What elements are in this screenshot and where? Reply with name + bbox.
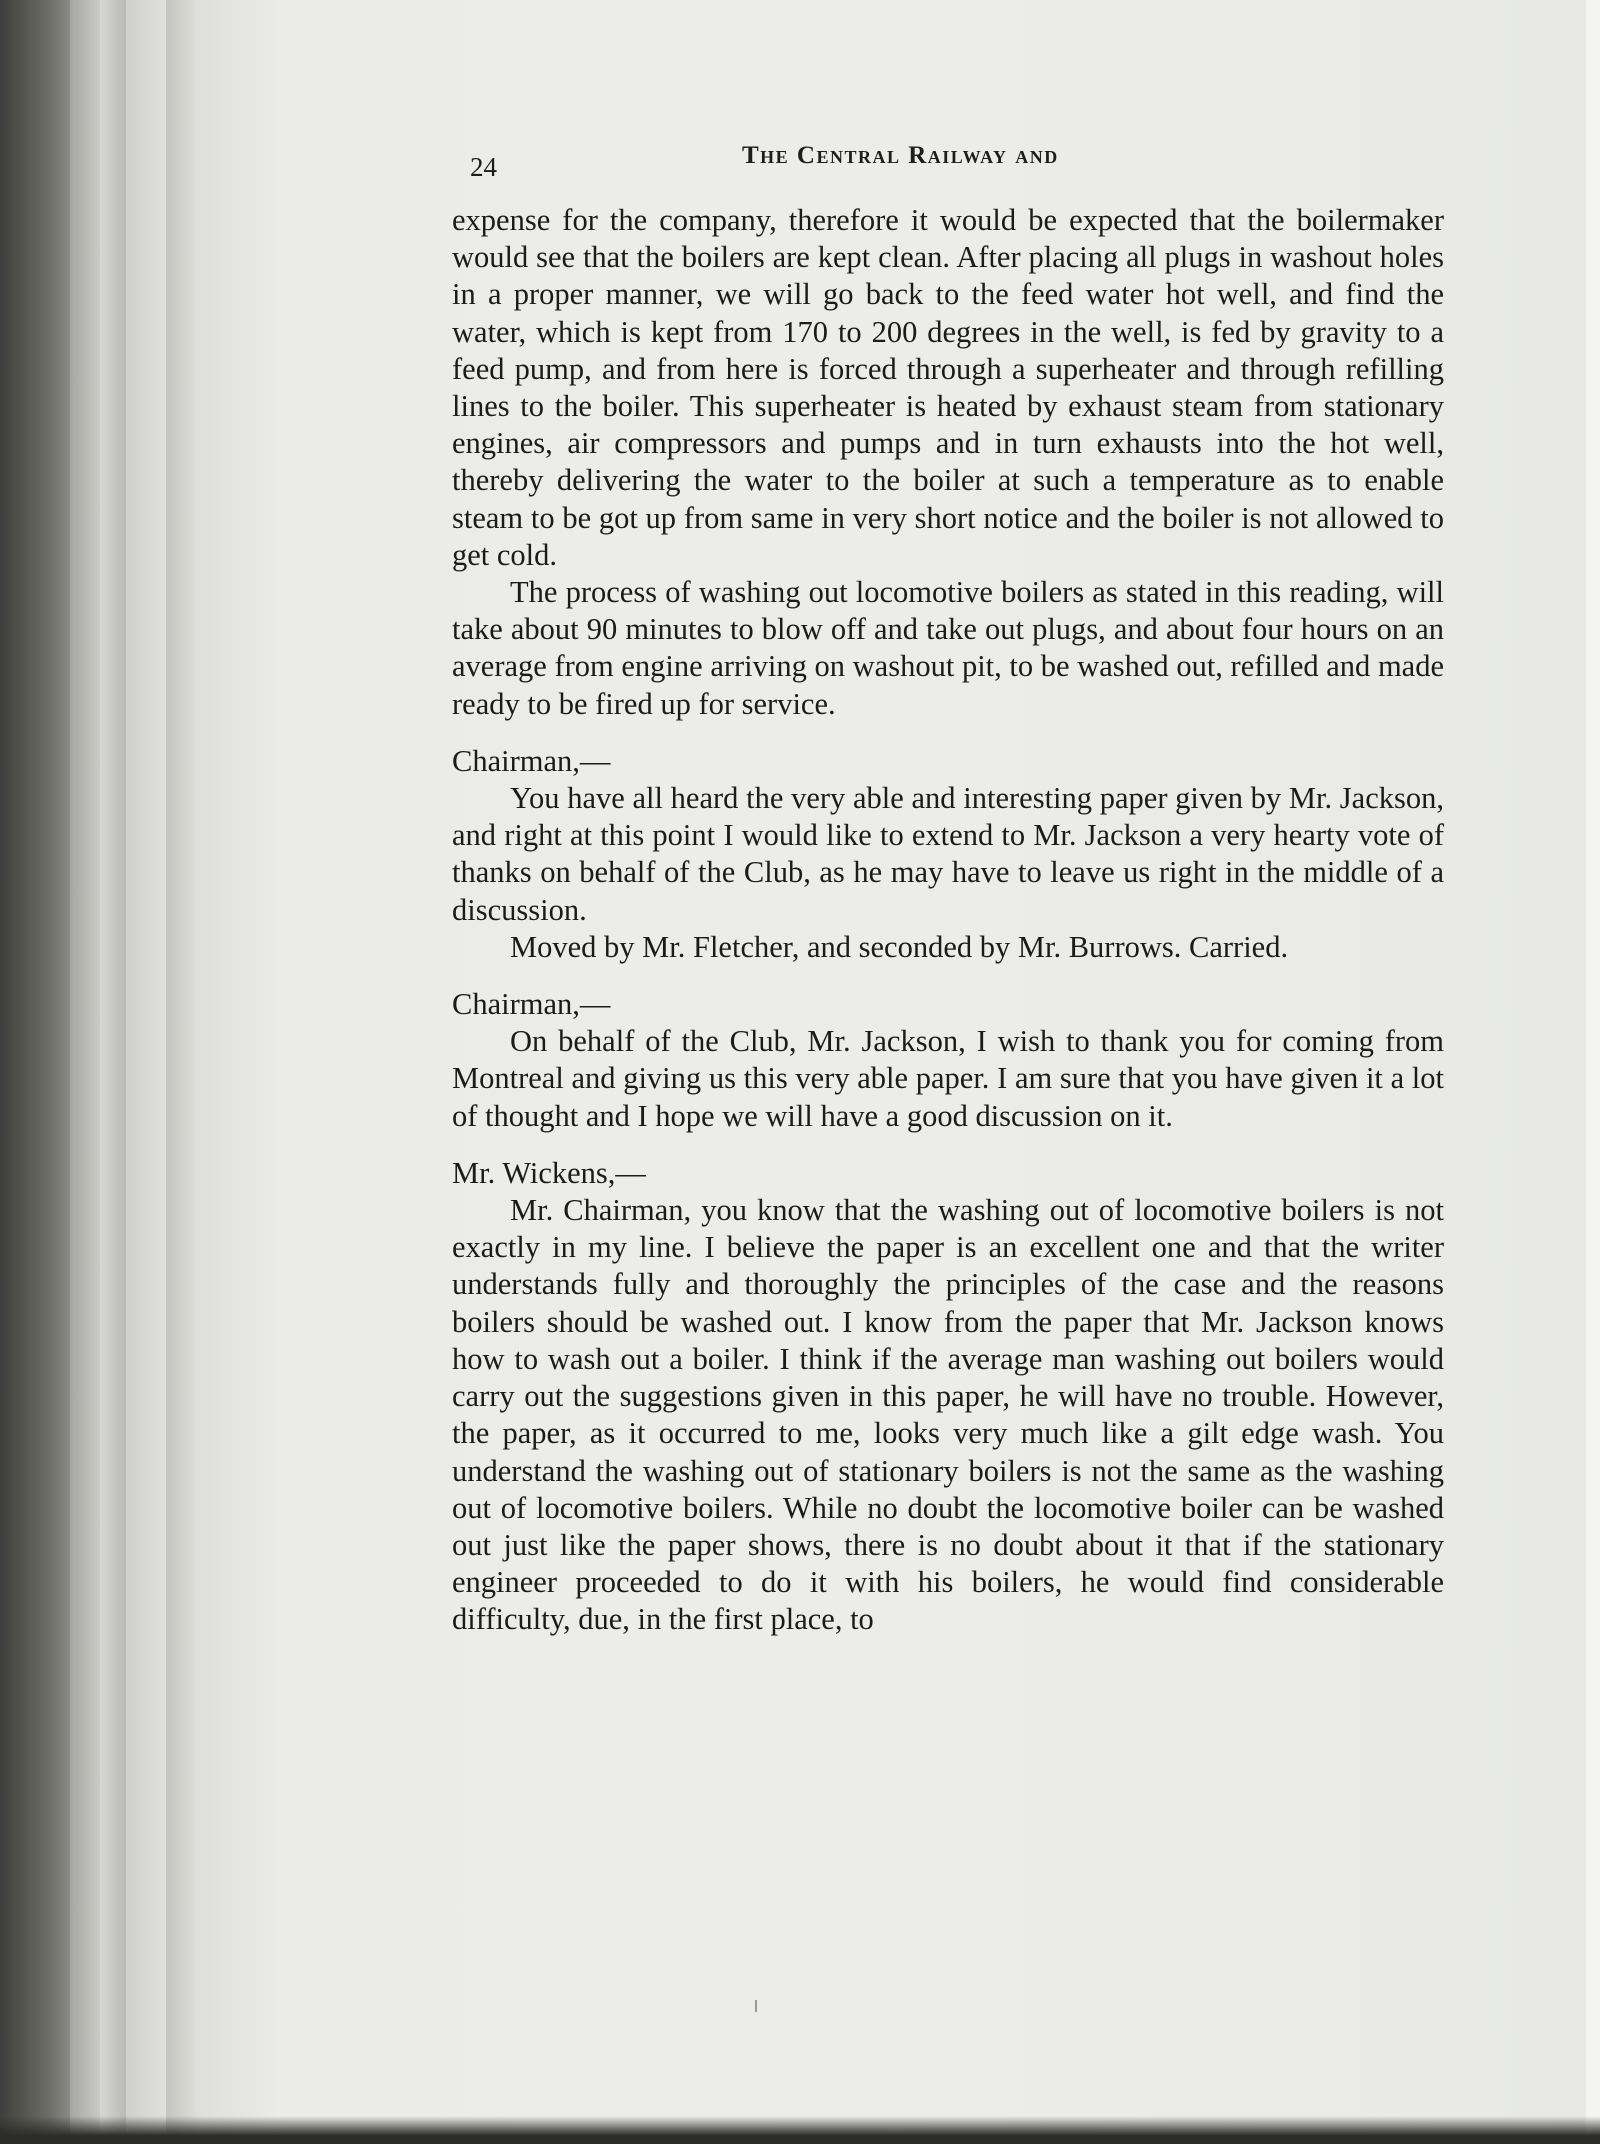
paragraph: expense for the company, therefore it would be expected that the boilermaker would see that the boilers are kept clean. After placing all plugs in washout holes in a proper manner, we will go back to the feed water hot well, and find the water, which is kept from 170 to 200 degrees in the well, is fed by gravity to a feed pump, and from here is forced through a superheater and through refilling lines to the boiler. This superheater is heated by exhaust steam from stationary engines, air compressors and pumps and in turn exhausts into the hot well, thereby delivering the water to the boiler at such a temperature as to enable steam to be got up from same in very short notice and the boiler is not allowed to get cold. — [452, 203, 1444, 572]
page-number: 24 — [470, 152, 497, 182]
speaker-label: Chairman,— — [452, 743, 611, 778]
page-stack-edge — [166, 0, 196, 2144]
running-title: The Central Railway and — [742, 142, 1059, 169]
scan-margin — [1586, 0, 1600, 2144]
print-speck — [755, 2000, 757, 2012]
page-stack-edge — [70, 0, 100, 2144]
paragraph: Mr. Chairman, you know that the washing out of locomotive boilers is not exactly in my line. I believe the paper is an excellent one and that the writer understands fully and thoroughly the principles of the case and the reasons boilers should be washed out. I know from the paper that Mr. Jackson knows how to wash out a boiler. I think if the average man washing out boilers would carry out the suggestions given in this paper, he will have no trouble. However, the paper, as it occurred to me, looks very much like a gilt edge wash. You understand the washing out of stationary boilers is not the same as the washing out of locomotive boilers. While no doubt the locomotive boiler can be washed out just like the paper shows, there is no doubt about it that if the stationary engineer proceeded to do it with his boilers, he would find considerable difficulty, due, in the first place, to — [452, 1193, 1444, 1637]
page-body — [452, 202, 1444, 1639]
page-stack-edge — [126, 0, 166, 2144]
paragraph: The process of washing out locomotive boilers as stated in this reading, will take about 90 minutes to blow off and take out plugs, and about four hours on an average from engine arriving on washout pit, to be washed out, refilled and made ready to be fired up for service. — [452, 575, 1444, 721]
speaker-label: Mr. Wickens,— — [452, 1155, 646, 1190]
speaker-label: Chairman,— — [452, 987, 611, 1022]
page-stack-edge — [100, 0, 126, 2144]
paragraph: On behalf of the Club, Mr. Jackson, I wish to thank you for coming from Montreal and giving us this very able paper. I am sure that you have given it a lot of thought and I hope we will have a good discussion on it. — [452, 1024, 1444, 1133]
book-binding — [0, 0, 70, 2144]
page-header — [470, 142, 1470, 182]
paragraph: You have all heard the very able and interesting paper given by Mr. Jackson, and right at this point I would like to extend to Mr. Jackson a very hearty vote of thanks on behalf of the Club, as he may have to leave us right in the middle of a discussion. — [452, 781, 1444, 927]
paragraph: Moved by Mr. Fletcher, and seconded by Mr. Burrows. Carried. — [510, 929, 1289, 964]
page-bottom-shadow — [0, 2116, 1600, 2144]
